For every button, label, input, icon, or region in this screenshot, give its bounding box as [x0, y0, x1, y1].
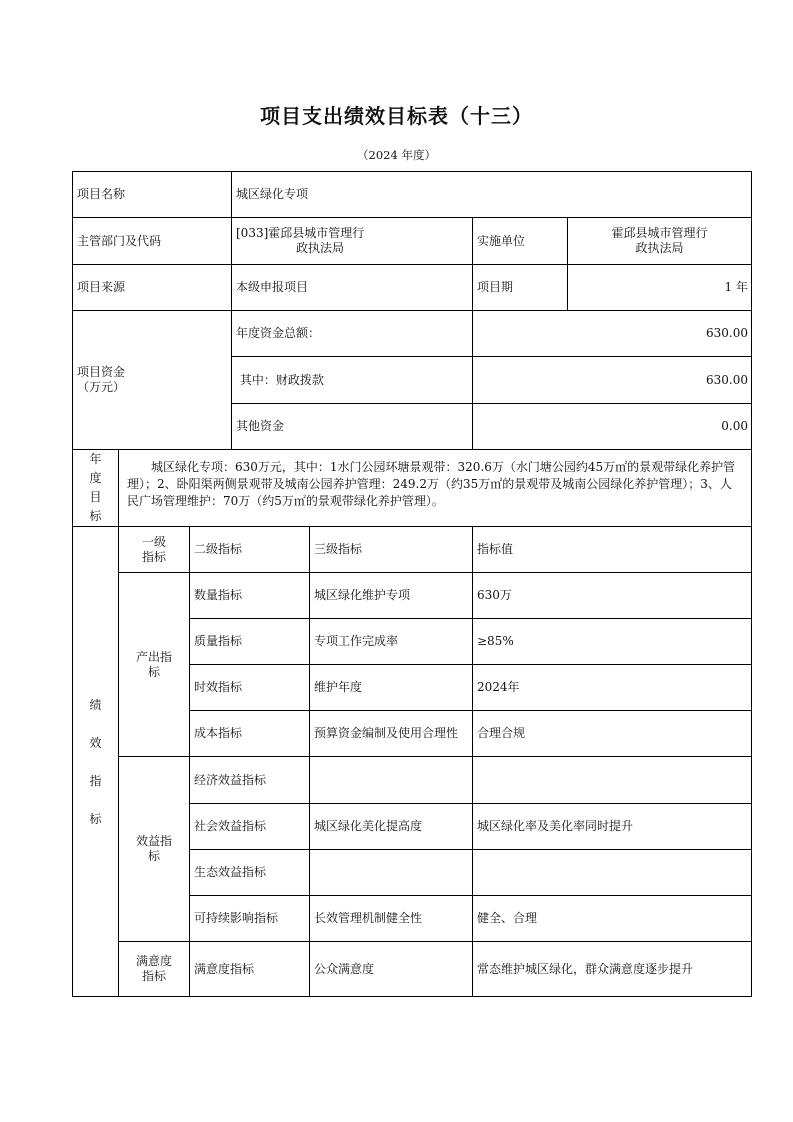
- annual-goal-text: 城区绿化专项：630万元，其中：1水门公园环塘景观带：320.6万（水门塘公园约45万㎡的景观带绿化养护管理）；2、卧阳渠两侧景观带及城南公园养护管理：249.2万（约35万㎡的景观带及城南公园绿化养护管理）；3、人民广场管理维护：70万（约5万㎡的景观带绿化养护管理）。: [127, 460, 736, 508]
- indicator-level2: [189, 895, 310, 942]
- impl-unit-line2: 政执法局: [635, 241, 684, 255]
- indicator-level3: [309, 572, 473, 619]
- indicator-level2: [189, 849, 310, 896]
- indicator-level3-text: 长效管理机制健全性: [314, 911, 423, 925]
- funds-label-line2: （万元）: [77, 380, 126, 394]
- indicator-level3-text: 预算资金编制及使用合理性: [314, 726, 459, 740]
- funds-total-value: [472, 310, 752, 357]
- indicators-label-char: 绩: [89, 697, 102, 712]
- annual-goal-label: [72, 449, 119, 527]
- indicator-level3: [309, 710, 473, 757]
- funds-other-label-text: 其他资金: [236, 419, 285, 433]
- period-value: [567, 264, 752, 311]
- period-label: [472, 264, 568, 311]
- indicators-section-label: [72, 526, 119, 997]
- dept-value: [231, 217, 473, 265]
- indicator-level3-text: 城区绿化美化提高度: [314, 819, 423, 833]
- dept-value-line1: [033]霍邱县城市管理行: [236, 226, 365, 240]
- indicator-value: [472, 664, 752, 711]
- funds-label-line1: 项目资金: [77, 365, 126, 379]
- indicator-value-text: 630万: [477, 588, 512, 602]
- group-satisfaction-line2: 指标: [141, 969, 166, 983]
- indicator-level3-text: 维护年度: [314, 680, 363, 694]
- funds-total-label: [231, 310, 473, 357]
- funds-other-label: [231, 403, 473, 450]
- indicator-level2: [189, 941, 310, 997]
- funds-fiscal-value-text: 630.00: [706, 372, 748, 387]
- header-level3: [309, 526, 473, 573]
- funds-fiscal-label: [231, 356, 473, 404]
- indicator-level3: [309, 756, 473, 804]
- indicators-label-char: 效: [89, 735, 102, 750]
- indicator-value-text: ≥85%: [477, 634, 514, 648]
- indicator-level2: [189, 756, 310, 804]
- header-level2-text: 二级指标: [194, 542, 243, 556]
- indicator-value-text: 城区绿化率及美化率同时提升: [477, 819, 634, 833]
- indicator-level2-text: 可持续影响指标: [194, 911, 279, 925]
- funds-fiscal-value: [472, 356, 752, 404]
- indicator-value: [472, 803, 752, 850]
- project-name-value: [231, 171, 752, 218]
- group-output-label: [118, 572, 190, 757]
- indicator-level2-text: 生态效益指标: [194, 865, 267, 879]
- indicator-value: [472, 756, 752, 804]
- indicator-level2: [189, 664, 310, 711]
- dept-value-line2: 政执法局: [296, 241, 345, 255]
- funds-label: [72, 310, 232, 450]
- period-value-text: 1 年: [724, 280, 748, 294]
- header-value: [472, 526, 752, 573]
- funds-fiscal-label-text: 其中：财政拨款: [236, 372, 324, 387]
- annual-goal-text-cell: [118, 449, 752, 527]
- funds-other-value-text: 0.00: [721, 419, 748, 433]
- header-level1: [118, 526, 190, 573]
- group-output-line2: 标: [147, 664, 160, 679]
- indicator-level2-text: 质量指标: [194, 634, 243, 648]
- source-value-text: 本级申报项目: [236, 280, 309, 294]
- indicator-level2-text: 数量指标: [194, 588, 243, 602]
- project-name-label: [72, 171, 232, 218]
- annual-goal-label-char: 度: [89, 471, 102, 485]
- header-value-text: 指标值: [477, 542, 514, 556]
- indicator-level2-text: 时效指标: [194, 680, 243, 694]
- group-benefit-line1: 效益指: [135, 834, 172, 848]
- indicator-level2: [189, 572, 310, 619]
- indicator-value-text: 健全、合理: [477, 911, 538, 925]
- indicator-value-text: 常态维护城区绿化，群众满意度逐步提升: [477, 961, 694, 976]
- indicator-level3: [309, 803, 473, 850]
- indicator-value: [472, 572, 752, 619]
- source-value: [231, 264, 473, 311]
- indicator-level2: [189, 710, 310, 757]
- impl-unit-label: [472, 217, 568, 265]
- indicators-label-char: 指: [89, 773, 102, 788]
- indicator-level2: [189, 803, 310, 850]
- impl-unit-label-text: 实施单位: [477, 233, 526, 248]
- page-title: 项目支出绩效目标表（十三）: [260, 104, 533, 128]
- project-name-label-text: 项目名称: [77, 187, 126, 201]
- indicators-label-char: 标: [89, 811, 102, 826]
- indicator-level2-text: 满意度指标: [194, 961, 255, 976]
- indicator-level2-text: 经济效益指标: [194, 772, 267, 787]
- group-satisfaction-line1: 满意度: [135, 954, 172, 968]
- indicator-value-text: 合理合规: [477, 726, 526, 740]
- project-name-text: 城区绿化专项: [236, 187, 309, 201]
- group-output-line1: 产出指: [135, 649, 172, 664]
- indicator-value: [472, 895, 752, 942]
- impl-unit-value: [567, 217, 752, 265]
- group-benefit-line2: 标: [147, 849, 160, 863]
- header-level2: [189, 526, 310, 573]
- header-level1-line1: 一级: [141, 534, 166, 549]
- annual-goal-label-char: 目: [89, 490, 102, 504]
- indicator-level3: [309, 664, 473, 711]
- indicator-level3: [309, 849, 473, 896]
- indicator-value: [472, 849, 752, 896]
- indicator-value: [472, 941, 752, 997]
- impl-unit-line1: 霍邱县城市管理行: [611, 226, 708, 240]
- funds-total-value-text: 630.00: [706, 326, 748, 340]
- indicator-level3-text: 城区绿化维护专项: [314, 588, 411, 602]
- indicator-value-text: 2024年: [477, 680, 520, 694]
- group-benefit-label: [118, 756, 190, 942]
- funds-other-value: [472, 403, 752, 450]
- source-label-text: 项目来源: [77, 280, 126, 294]
- indicator-level3-text: 专项工作完成率: [314, 634, 399, 648]
- indicator-level3: [309, 618, 473, 665]
- dept-label-text: 主管部门及代码: [77, 233, 162, 248]
- annual-goal-label-char: 年: [89, 452, 102, 466]
- indicator-level3: [309, 941, 473, 997]
- group-satisfaction-label: [118, 941, 190, 997]
- header-level1-line2: 指标: [141, 549, 166, 564]
- indicator-level2-text: 成本指标: [194, 726, 243, 740]
- indicator-value: [472, 618, 752, 665]
- funds-total-label-text: 年度资金总额：: [236, 326, 321, 340]
- source-label: [72, 264, 232, 311]
- dept-label: [72, 217, 232, 265]
- header-level3-text: 三级指标: [314, 542, 363, 556]
- indicator-value: [472, 710, 752, 757]
- page-subtitle-year: （2024 年度）: [357, 148, 436, 162]
- period-label-text: 项目期: [477, 280, 514, 294]
- indicator-level3-text: 公众满意度: [314, 961, 375, 976]
- indicator-level2-text: 社会效益指标: [194, 819, 267, 833]
- indicator-level3: [309, 895, 473, 942]
- indicator-level2: [189, 618, 310, 665]
- annual-goal-label-char: 标: [89, 509, 102, 523]
